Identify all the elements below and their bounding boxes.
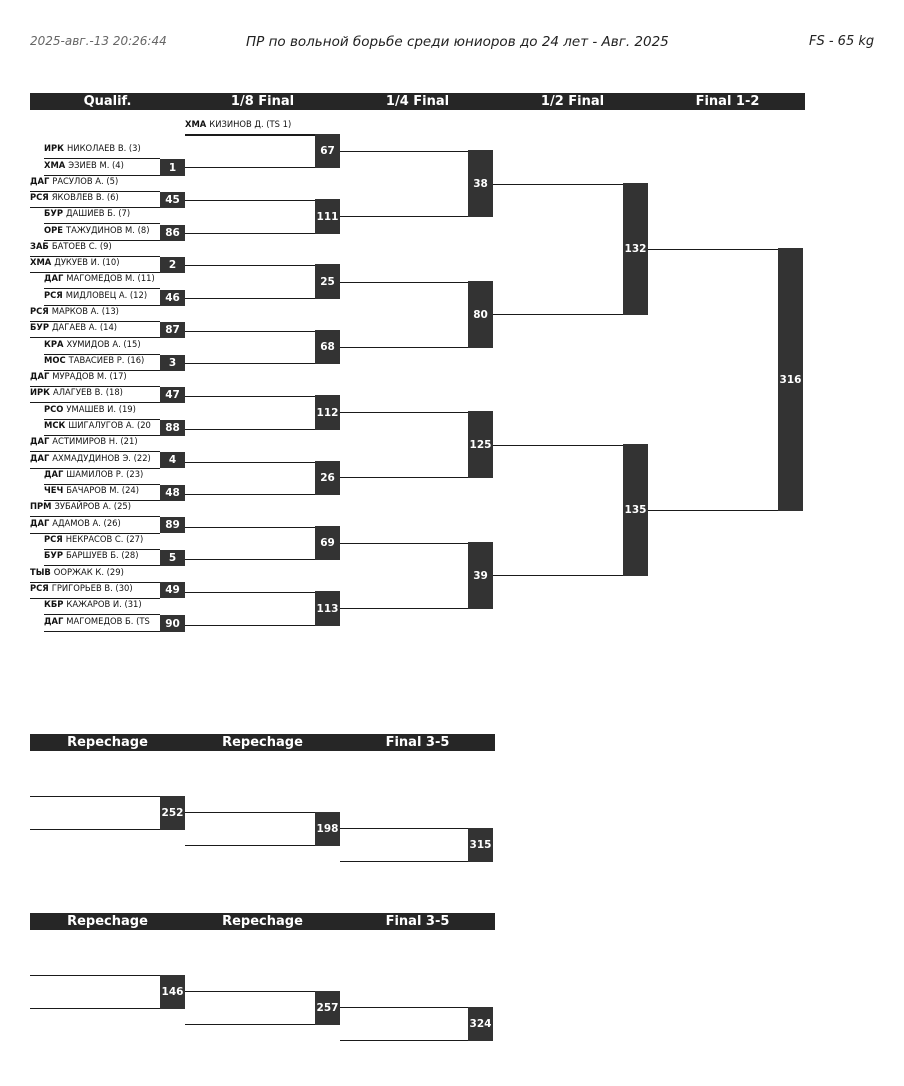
team-code: КБР [44,599,64,609]
bout-box: 87 [160,322,185,338]
athlete-entry [30,500,160,517]
athlete-name: ДАШИЕВ Б. (7) [65,208,131,218]
team-code: РСО [44,404,64,414]
athlete-name: ТАВАСИЕВ Р. (16) [68,355,145,365]
bout-box: 5 [160,550,185,566]
connector-line [30,975,160,976]
athlete-entry [30,435,160,452]
connector-line [340,1040,468,1041]
athlete-name: АДАМОВ А. (26) [52,518,121,528]
athlete-name: МАГОМЕДОВ Б. (TS [66,616,150,626]
bout-box: 324 [468,1007,493,1041]
athlete-entry [44,533,160,550]
athlete-entry [30,305,160,322]
bout-box: 46 [160,290,185,306]
athlete-name: БАЧАРОВ М. (24) [66,485,140,495]
bout-box: 69 [315,526,340,560]
team-code: РСЯ [30,583,49,593]
athlete-name: РАСУЛОВ А. (5) [52,176,119,186]
bout-box: 252 [160,796,185,830]
team-code: ТЫВ [30,567,51,577]
bout-box: 26 [315,461,340,495]
team-code: ДАГ [44,469,64,479]
team-code: ДАГ [30,371,50,381]
athlete-name: ЯКОВЛЕВ В. (6) [51,192,119,202]
bout-box: 112 [315,395,340,430]
weight-category: FS - 65 kg [809,34,875,49]
athlete-name: ТАЖУДИНОВ М. (8) [65,225,150,235]
team-code: ХМА [44,160,66,170]
connector-line [493,575,623,576]
round-header-final: Final 1-2 [650,93,805,110]
athlete-entry [44,484,160,501]
team-code: РСЯ [44,290,63,300]
athlete-name: БАРШУЕВ Б. (28) [65,550,139,560]
athlete-entry [44,224,160,241]
bout-box: 132 [623,183,648,315]
connector-line [340,412,468,413]
bout-box: 48 [160,485,185,501]
athlete-name: АСТИМИРОВ Н. (21) [52,436,138,446]
athlete-name: НЕКРАСОВ С. (27) [65,534,144,544]
bout-box: 47 [160,387,185,403]
connector-line [340,861,468,862]
round-header-semi: 1/2 Final [495,93,650,110]
round-header-eighth: 1/8 Final [185,93,340,110]
team-code: ДАГ [30,453,50,463]
connector-line [185,625,315,626]
round-header-final-3-5: Final 3-5 [340,734,495,751]
bout-box: 111 [315,199,340,234]
athlete-name: ООРЖАК К. (29) [53,567,124,577]
athlete-entry [44,549,160,566]
connector-line [340,1007,468,1008]
team-code: ОРЕ [44,225,63,235]
athlete-name: БАТОЕВ С. (9) [51,241,112,251]
round-header-repechage: Repechage [185,913,340,930]
team-code: РСЯ [30,192,49,202]
athlete-name: ШИГАЛУГОВ А. (20 [68,420,151,430]
bout-box: 257 [315,991,340,1025]
team-code: ДАГ [30,176,50,186]
bout-box: 1 [160,159,185,176]
bout-box: 146 [160,975,185,1009]
connector-line [185,991,315,992]
athlete-entry [44,142,160,159]
team-code: БУР [44,208,63,218]
bout-box: 90 [160,615,185,632]
athlete-entry [30,321,160,338]
connector-line [493,314,623,315]
connector-line [185,1024,315,1025]
athlete-name: ГРИГОРЬЕВ В. (30) [51,583,133,593]
athlete-name: ШАМИЛОВ Р. (23) [66,469,144,479]
connector-line [340,608,468,609]
connector-line [185,812,315,813]
athlete-entry [30,256,160,273]
athlete-name: АХМАДУДИНОВ Э. (22) [52,453,151,463]
athlete-entry [44,159,160,176]
connector-line [493,445,623,446]
athlete-entry [44,207,160,224]
round-header-repechage: Repechage [30,734,185,751]
connector-line [185,135,315,136]
team-code: ИРК [44,143,64,153]
header-datetime: 2025-авг.-13 20:26:44 [30,34,167,48]
connector-line [185,845,315,846]
athlete-entry [30,386,160,403]
athlete-entry [44,289,160,306]
athlete-entry [30,517,160,534]
connector-line [185,462,315,463]
team-code: ПРМ [30,501,52,511]
team-code: БУР [30,322,49,332]
team-code: КРА [44,339,64,349]
athlete-name: МУРАДОВ М. (17) [52,371,127,381]
team-code: МОС [44,355,66,365]
connector-line [30,796,160,797]
athlete-name: ЭЗИЕВ М. (4) [68,160,124,170]
team-code: БУР [44,550,63,560]
bout-box: 25 [315,264,340,299]
connector-line [185,298,315,299]
connector-line [185,396,315,397]
connector-line [340,151,468,152]
bout-box: 39 [468,542,493,609]
athlete-entry [44,419,160,436]
athlete-name: КИЗИНОВ Д. (TS 1) [209,119,292,129]
athlete-entry [44,468,160,485]
athlete-entry [30,175,160,192]
athlete-name: ЗУБАЙРОВ А. (25) [54,501,131,511]
athlete-name: МАРКОВ А. (13) [51,306,119,316]
team-code: РСЯ [30,306,49,316]
connector-line [185,200,315,201]
team-code: ДАГ [30,436,50,446]
athlete-name: МАГОМЕДОВ М. (11) [66,273,155,283]
athlete-name: МИДЛОВЕЦ А. (12) [65,290,148,300]
bout-box: 38 [468,150,493,217]
team-code: ХМА [185,119,207,129]
athlete-entry [30,582,160,599]
connector-line [340,216,468,217]
team-code: ДАГ [30,518,50,528]
round-header-final-3-5: Final 3-5 [340,913,495,930]
final-bout-box: 316 [778,248,803,511]
bout-box: 80 [468,281,493,348]
round-header-quarter: 1/4 Final [340,93,495,110]
connector-line [340,543,468,544]
athlete-entry [30,191,160,208]
connector-line [185,265,315,266]
athlete-name: КАЖАРОВ И. (31) [66,599,142,609]
connector-line [185,494,315,495]
bout-box: 2 [160,257,185,273]
bout-box: 89 [160,517,185,533]
page-title: ПР по вольной борьбе среди юниоров до 24 лет - Авг. 2025 [246,34,669,50]
athlete-name: ХУМИДОВ А. (15) [66,339,141,349]
connector-line [648,510,778,511]
connector-line [185,527,315,528]
connector-line [185,592,315,593]
athlete-entry [30,452,160,469]
connector-line [185,363,315,364]
connector-line [185,233,315,234]
bout-box: 86 [160,225,185,241]
connector-line [493,184,623,185]
athlete-entry [30,240,160,257]
athlete-entry [44,615,160,632]
team-code: МСК [44,420,66,430]
athlete-name: ДАГАЕВ А. (14) [51,322,118,332]
bout-box: 88 [160,420,185,436]
bout-box: 4 [160,452,185,468]
connector-line [30,829,160,830]
connector-line [185,167,315,168]
bout-box: 113 [315,591,340,626]
bout-box: 198 [315,812,340,846]
connector-line [185,331,315,332]
athlete-entry [185,118,315,135]
athlete-name: ДУКУЕВ И. (10) [54,257,120,267]
connector-line [340,828,468,829]
athlete-entry [30,370,160,387]
team-code: ДАГ [44,616,64,626]
bout-box: 315 [468,828,493,862]
connector-line [340,282,468,283]
bout-box: 68 [315,330,340,364]
athlete-entry [44,338,160,355]
connector-line [648,249,778,250]
bout-box: 49 [160,582,185,598]
bout-box: 3 [160,355,185,371]
athlete-name: НИКОЛАЕВ В. (3) [67,143,141,153]
connector-line [340,477,468,478]
athlete-entry [44,272,160,289]
bout-box: 135 [623,444,648,576]
team-code: ИРК [30,387,50,397]
connector-line [30,1008,160,1009]
athlete-entry [44,403,160,420]
connector-line [340,347,468,348]
bout-box: 45 [160,192,185,208]
connector-line [185,429,315,430]
round-header-repechage: Repechage [30,913,185,930]
team-code: ДАГ [44,273,64,283]
bout-box: 125 [468,411,493,478]
athlete-entry [44,354,160,371]
round-header-qualif: Qualif. [30,93,185,110]
athlete-name: АЛАГУЕВ В. (18) [53,387,123,397]
bout-box: 67 [315,134,340,168]
athlete-entry [30,566,160,583]
team-code: ЧЕЧ [44,485,64,495]
athlete-name: УМАШЕВ И. (19) [66,404,136,414]
team-code: ХМА [30,257,52,267]
athlete-entry [44,598,160,615]
connector-line [185,559,315,560]
round-header-repechage: Repechage [185,734,340,751]
team-code: ЗАБ [30,241,49,251]
team-code: РСЯ [44,534,63,544]
